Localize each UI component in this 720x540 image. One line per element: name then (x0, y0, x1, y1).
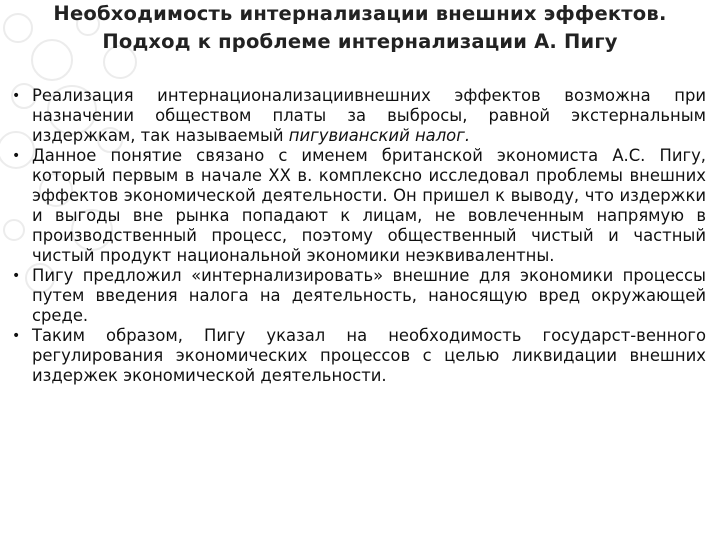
bullet-emphasis: пигувианский налог. (288, 126, 471, 145)
bullet-marker: • (12, 148, 21, 164)
bullet-item (8, 266, 706, 326)
bullet-marker: • (12, 268, 21, 284)
bullet-item (8, 146, 706, 266)
bullet-text: Данное понятие связано с именем британской экономиста А.С. Пигу, который первым в начале XX в. комплексно исследовал проблемы внешних эффектов экономической деятельности. Он пришел к выводу, что издержки и выгоды вне рынка попадают к лицам, не вовлеченным напрямую в производственный процесс, поэтому общественный чистый и частный чистый продукт национальной экономики неэквивалентны. (32, 146, 706, 265)
bullet-text: Таким образом, Пигу указал на необходимость государст-венного регулирования экономических процессов с целью ликвидации внешних издержек экономической деятельности. (32, 326, 706, 385)
bullet-list (8, 86, 706, 386)
bullet-marker: • (12, 88, 21, 104)
bullet-item (8, 326, 706, 386)
bullet-text: Пигу предложил «интернализировать» внешние для экономики процессы путем введения налога на деятельность, наносящую вред окружающей среде. (32, 266, 706, 325)
bullet-item (8, 86, 706, 146)
bullet-text: Реализация интернационализациивнешних эффектов возможна при назначении обществом платы за выбросы, равной экстернальным издержкам, так называемый (32, 86, 706, 145)
slide-title: Необходимость интернализации внешних эффектов. Подход к проблеме интернализации А. Пигу (53, 2, 667, 53)
bullet-marker: • (12, 328, 21, 344)
